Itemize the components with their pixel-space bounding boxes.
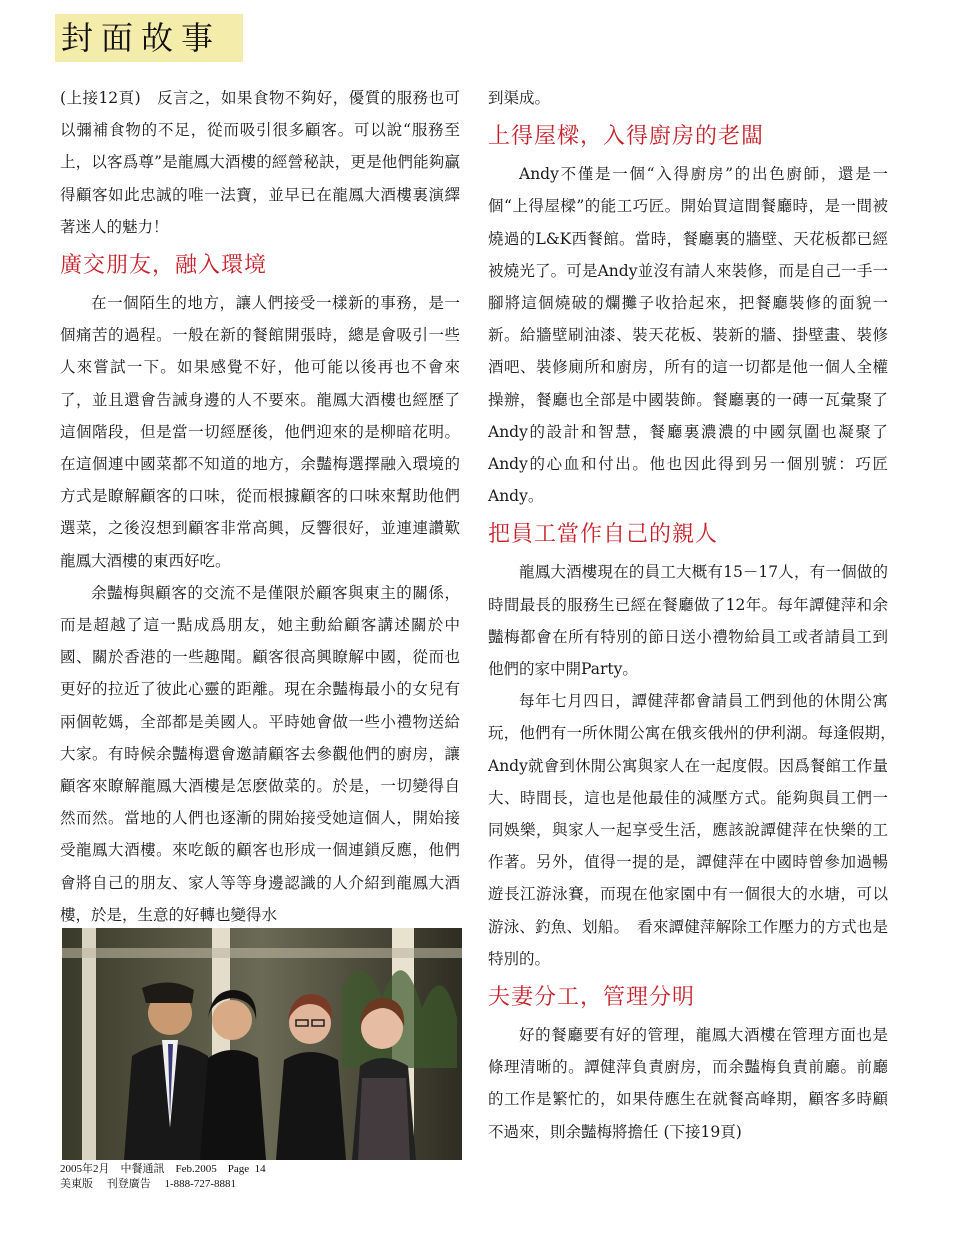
subheading: 上得屋樑，入得廚房的老闆 — [488, 124, 765, 150]
subheading: 把員工當作自己的親人 — [488, 522, 719, 548]
paragraph: 在一個陌生的地方，讓人們接受一樣新的事務，是一個痛苦的過程。一般在新的餐館開張時，總是會吸引一些人來嘗試一下。如果感覺不好，他可能以後再也不會來了，並且還會告誡身邊的人不要來。龍鳳大酒樓也經歷了這個階段，但是當一切經歷後，他們迎來的是柳暗花明。在這個連中國菜都不知道的地方，余豔梅選擇融入環境的方式是瞭解顧客的口味，從而根據顧客的口味來幫助他們選菜，之後沒想到顧客非常高興，反響很好，並連連讚歎龍鳳大酒樓的東西好吃。 — [60, 294, 460, 570]
article-left-column — [60, 82, 460, 931]
footer-line: 美東版 刊登廣告 1-888-727-8881 — [60, 1178, 236, 1190]
subheading: 廣交朋友，融入環境 — [60, 253, 268, 279]
subheading: 夫妻分工，管理分明 — [488, 985, 696, 1011]
paragraph: 每年七月四日，譚健萍都會請員工們到他的休閒公寓玩，他們有一所休閒公寓在俄亥俄州的伊利湖。每逢假期， Andy就會到休閒公寓與家人在一起度假。因爲餐館工作量大、時間長，這也是他最佳的減壓方式。能夠與員工們一同娛樂，與家人一起享受生活，應該說譚健萍在快樂的工作著。另外，值得一提的是，譚健萍在中國時曾參加過暢遊長江游泳賽，而現在他家園中有一個很大的水塘，可以游泳、釣魚、划船。 看來譚健萍解除工作壓力的方式也是特別的。 — [488, 692, 904, 968]
paragraph: 龍鳳大酒樓現在的員工大概有15－17人，有一個做的時間最長的服務生已經在餐廳做了12年。每年譚健萍和余豔梅都會在所有特別的節日送小禮物給員工或者請員工到他們的家中開Party。 — [488, 563, 888, 679]
group-photo-illustration — [62, 928, 462, 1160]
section-tag: 封面故事 — [55, 14, 243, 62]
paragraph: 余豔梅與顧客的交流不是僅限於顧客與東主的關係，而是超越了這一點成爲朋友，她主動給顧客講述關於中國、關於香港的一些趣聞。顧客很高興瞭解中國，從而也更好的拉近了彼此心靈的距離。現在余豔梅最小的女兒有兩個乾媽，全部都是美國人。平時她會做一些小禮物送給大家。有時候余豔梅還會邀請顧客去參觀他們的廚房，讓顧客來瞭解龍鳳大酒樓是怎麽做菜的。於是，一切變得自然而然。當地的人們也逐漸的開始接受她這個人，開始接受龍鳳大酒樓。來吃飯的顧客也形成一個連鎖反應，他們會將自己的朋友、家人等等身邊認識的人介紹到龍鳳大酒樓，於是，生意的好轉也變得水 — [60, 583, 460, 924]
paragraph: Andy不僅是一個“入得廚房”的出色廚師，還是一個“上得屋樑”的能工巧匠。開始買這間餐廳時，是一間被燒過的L&K西餐館。當時，餐廳裏的牆壁、天花板都已經被燒光了。可是Andy並沒有請人來裝修，而是自己一手一腳將這個燒破的爛攤子收拾起來，把餐廳裝修的面貌一新。給牆壁刷油漆、裝天花板、裝新的牆、掛壁畫、裝修酒吧、裝修廁所和廚房，所有的這一切都是他一個人全權操辦，餐廳也全部是中國裝飾。餐廳裏的一磚一瓦彙聚了Andy的設計和智慧，餐廳裏濃濃的中國氛圍也凝聚了Andy的心血和付出。他也因此得到另一個別號：巧匠Andy。 — [488, 165, 888, 506]
paragraph — [488, 1019, 888, 1148]
group-photo — [62, 928, 462, 1160]
article-right-column — [488, 82, 904, 1148]
footer-line: 2005年2月 中餐通訊 Feb.2005 Page 14 — [60, 1163, 266, 1175]
paragraph: (上接12頁) 反言之，如果食物不夠好，優質的服務也可以彌補食物的不足，從而吸引很多顧客。可以說“服務至上，以客爲尊”是龍鳳大酒樓的經營秘訣，更是他們能夠贏得顧客如此忠誠的唯一法寶，並早已在龍鳳大酒樓裏演繹著迷人的魅力！ — [60, 89, 460, 236]
continued-note: (下接19頁) — [663, 1122, 742, 1141]
page-footer — [60, 1162, 266, 1192]
paragraph: 到渠成。 — [488, 89, 551, 107]
paragraph-text: 好的餐廳要有好的管理，龍鳳大酒樓在管理方面也是條理清晰的。譚健萍負責廚房，而余豔梅負責前廳。前廳的工作是繁忙的，如果侍應生在就餐高峰期，顧客多時顧不過來，則余豔梅將擔任 — [488, 1026, 888, 1141]
